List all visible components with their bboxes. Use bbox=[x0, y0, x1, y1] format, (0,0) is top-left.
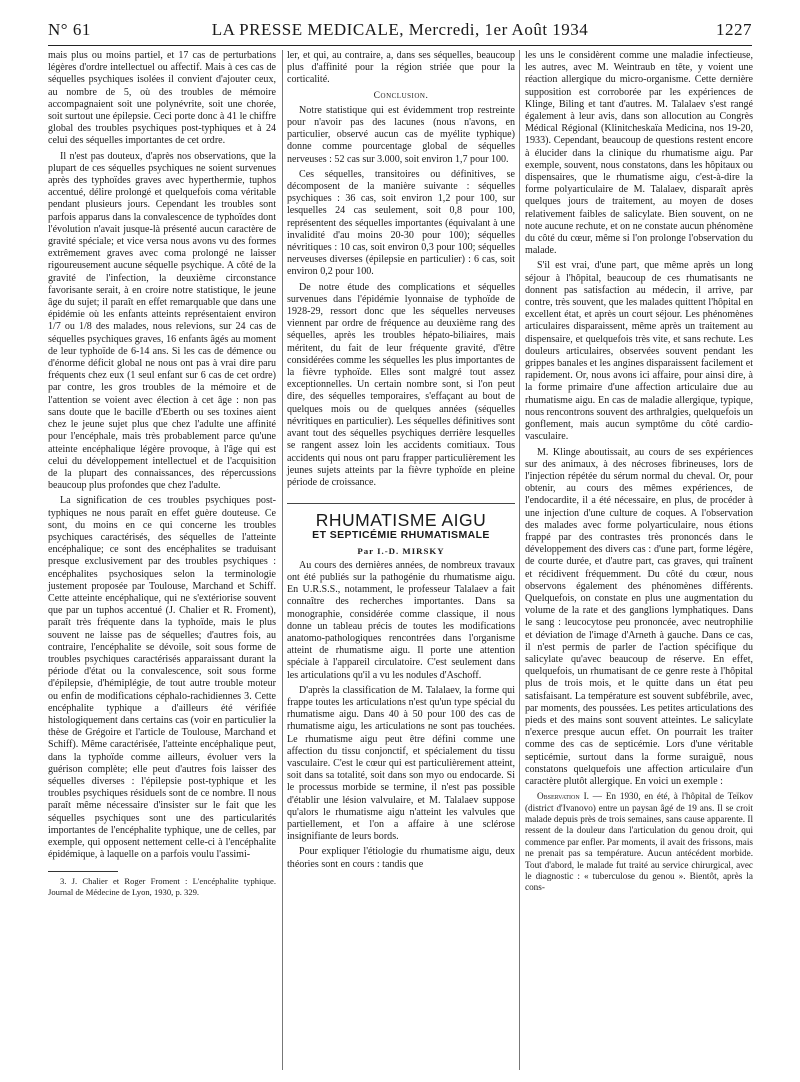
article-title: RHUMATISME AIGU bbox=[315, 510, 487, 531]
column-2 bbox=[287, 50, 515, 874]
paragraph: les uns le considèrent comme une maladie infectieuse, les autres, avec M. Weintraub en tête, y voient une réaction allergique du micro-organisme. Cette dernière supposition est corroborée par les expériences de Klinge, Biling et tant d'autres. M. Talalaev s'est rangé également à leur avis, dans son allocution au Congrès Médical Régional (Klinitcheskaïa Medicina, nos 19-20, 1933). Cependant, beaucoup de questions restent encore à élucider dans la clinique du rhumatisme aigu. Par exemple, souvent, nous constatons, dans les hôpitaux ou dispensaires, que le rhumatisme aigu, c'est-à-dire la forme polyarticulaire de M. Talalaev, disparaît après quelques jours de traitement, au moyen de doses relativement faibles de salicylate. Bien souvent, on ne note aucune rechute, et on ne constate aucun phénomène du côté du cœur, même si l'on prolonge l'observation du malade. bbox=[525, 50, 753, 257]
paragraph: De notre étude des complications et séquelles survenues dans l'épidémie lyonnaise de typhoïde de 1928-29, ressort donc que les séquelles nerveuses viennent par ordre de fréquence au deuxième rang des séquelles, après les troubles hépato-biliaires, mais méritent, du fait de leur fréquente gravité, d'être considérées comme les séquelles les plus importantes de la fièvre typhoïde. Elles sont malgré tout assez exceptionnelles. Un certain nombre sont, si l'on peut dire, des séquelles temporaires, s'effaçant au bout de quelques mois ou de quelques années (séquelles névritiques en particulier). Les séquelles définitives sont avant tout des séquelles psychiques derrière lesquelles se rangent assez loin les accidents comitiaux. Tous accidents qui nous ont paru frapper particulièrement les jeunes sujets atteints par la fièvre typhoïde en pleine période de croissance. bbox=[287, 281, 515, 488]
paragraph: Au cours des dernières années, de nombreux travaux ont été publiés sur la pathogénie du rhumatisme aigu. En U.R.S.S., notamment, le professeur Talalaev a fait connaître des recherches importantes. Dans sa monographie, considérée comme classique, il nous donne un tableau précis de toutes les modifications anatomo-pathologiques rencontrées dans l'organisme atteint de rhumatisme aigu. Il porte une attention spéciale à l'appareil circulatoire. C'est seulement dans les articulations qu'il a vu les nodules d'Aschoff. bbox=[287, 559, 515, 681]
paragraph: Ces séquelles, transitoires ou définitives, se décomposent de la manière suivante : séquelles psychiques : 36 cas, soit environ 1,2 pour 100, sur lesquelles 24 cas seulement, soit 0,8 pour 100, représentent des séquelles importantes (équivalant à une invalidité d'au moins 20-30 pour 100); séquelles névritiques : 10 cas, soit environ 0,3 pour 100; séquelles nerveuses diverses (épilepsie en particulier) : 6 cas, soit environ 0,2 pour 100. bbox=[287, 168, 515, 278]
observation-paragraph bbox=[525, 791, 753, 894]
column-divider bbox=[282, 50, 283, 1070]
footnote-rule bbox=[48, 871, 118, 872]
observation-text: — En 1930, en été, à l'hôpital de Teïkov (district d'Ivanovo) entre un paysan âgé de 19 ans. Il se croit malade depuis près de trois semaines, sans cause apparente. Il ressent de la douleur dans l'articulation du genou droit, qui commence par enfler. Par moments, il avait des frissons, mais ne prenait pas sa température. Aucun antécédent morbide. Tout d'abord, le malade fut traité au service chirurgical, avec le diagnostic : « tuberculose du genou ». Bientôt, après la cons- bbox=[525, 791, 754, 893]
paragraph: S'il est vrai, d'une part, que même après un long séjour à l'hôpital, beaucoup de ces rhumatisants ne donnent pas satisfaction au médecin, il arrive, par contre, très souvent, que les malades quittent l'hôpital en excellent état, et après un court séjour. Les phénomènes articulaires disparaissent, même après un traitement au dispensaire, et quelquefois très vite, et sans rechute. Les douleurs articulaires, observées souvent pendant les grippes banales et les angines disparaissent facilement et rapidement. Or, nous avons ici affaire, pour ainsi dire, à la forme primaire d'une affection articulaire due au rhumatisme aigu. En cas de maladie allergique, typique, nous rencontrons souvent des arthralgies, quelquefois un gonflement, mais aucun symptôme du côté cardio-vasculaire. bbox=[525, 260, 753, 443]
paragraph: D'après la classification de M. Talalaev, la forme qui frappe toutes les articulations n'est qu'un type spécial du rhumatisme aigu. Dans 40 à 50 pour 100 des cas de rhumatisme aigu, les articulations ne sont pas touchées. Le rhumatisme aigu peut être défini comme une affection du tissu conjonctif, et spécialement du tissu vasculaire. C'est le cœur qui est particulièrement atteint, soit dans sa totalité, soit dans son myo ou endocarde. Si le processus morbide se termine, il n'est pas possible d'établir une lésion valvulaire, et M. Talalaev suppose qu'alors le rhumatisme aigu n'atteint les valvules que partiellement, et l'on a affaire à une sclérose insignifiante de leurs bords. bbox=[287, 684, 515, 843]
column-divider bbox=[519, 50, 520, 1070]
paragraph: La signification de ces troubles psychiques post-typhiques ne nous paraît en effet guère douteuse. Ce sont, du moins en ce qui concerne les troubles psychiques caractérisés, des séquelles de l'atteinte encéphalique; ce sont des encéphalites se traduisant presque exclusivement par des troubles psychiques : encéphalites psychosiques selon la terminologie justement proposée par Toulouse, Marchand et Schiff. Cette atteinte encéphalique, qui ne s'extériorise souvent que par un tuphos accentué (J. Chalier et R. Froment), paraît très fréquente dans la typhoïde, mais le plus souvent ne laisse pas de séquelles; d'autres fois, au contraire, l'encéphalite se dévoile, soit sous forme de troubles psychiques caractérisés apparaissant durant la période d'état ou la convalescence, soit sous forme d'épilepsie, d'hémiplégie, de tout autre trouble moteur ou enfin de modifications céphalo-rachidiennes 3. Cette encéphalite typhique a d'ailleurs été vérifiée histologiquement dans certains cas (voir en particulier la thèse de Grégoire et l'article de Toulouse, Marchand et Schiff). Même caractérisée, l'atteinte encéphalique peut, dans la typhoïde comme ailleurs, évoluer vers la guérison complète; elle peut d'autres fois laisser des séquelles diverses : l'épilepsie post-typhique et les troubles psychiques résiduels sont de ce nombre. Il nous paraît même nécessaire d'insister sur le fait que les séquelles psychiques sont une des particularités importantes de l'encéphalite typhique, une de celles, par exemple, qui opposent nettement celle-ci à l'encéphalite épidémique, à laquelle on a parfois voulu l'assimi- bbox=[48, 495, 276, 861]
column-3 bbox=[525, 50, 753, 897]
footnote: 3. J. Chalier et Roger Froment : L'encéphalite typhique. Journal de Médecine de Lyon, 1930, p. 329. bbox=[48, 876, 276, 898]
header-rule bbox=[48, 45, 752, 46]
paragraph: mais plus ou moins partiel, et 17 cas de perturbations légères d'ordre intellectuel ou affectif. Mais à ces cas de séquelles psychiques isolées il convient d'ajouter ceux, au nombre de 5, où des troubles de mémoire accompagnaient soit une polynévrite, soit une chorée, soit surtout une épilepsie. Ceci porte donc à 41 le chiffre global des troubles psychiques post-typhiques et à 24 celui des séquelles importantes de cet ordre. bbox=[48, 50, 276, 147]
page-header bbox=[48, 20, 752, 42]
article-author: Par I.-D. MIRSKY bbox=[357, 545, 445, 556]
article-separator bbox=[287, 503, 515, 504]
page-number: 1227 bbox=[716, 20, 752, 39]
paragraph: Il n'est pas douteux, d'après nos observations, que la plupart de ces séquelles psychiques ne soient survenues après des typhoïdes graves avec hyperthermie, tuphos accentué, délire prolongé et quelquefois coma véritable pendant plusieurs jours. Cependant les troubles sont parfois apparus dans la convalescence de typhoïdes dont l'évolution n'avait jusque-là présenté aucun caractère de gravité spéciale; et vice versa nous avons vu des formes extrêmement graves avec coma prolongé ne laisser rigoureusement aucune séquelle psychique. A côté de la gravité de l'infection, la deuxième circonstance favorisante serait, à en croire notre statistique, le jeune âge du sujet; il paraît en effet remarquable que dans une épidémie où les enfants atteints représentaient environ 1/7 ou 1/8 des malades, nous relevions, sur 24 cas de séquelles psychiques graves, 16 enfants âgés au moment de leur typhoïde de 6-14 ans. Si les cas de démence ou d'énorme déficit global ne nous ont pas à vrai dire paru fréquents chez eux (1 seul enfant sur 6 cas de cet ordre) par contre, les gros troubles de la mémoire et de l'attention se voient avec élection à cet âge : non pas sans doute que le bacille d'Eberth ou ses toxines aient chez le jeune sujet plus que chez l'adulte une affinité pour l'encéphale, mais très probablement parce qu'une atteinte encéphalique légère provoque, à l'âge qui est celui du développement intellectuel et de l'acquisition de la plupart des connaissances, des répercussions beaucoup plus profondes que chez l'adulte. bbox=[48, 150, 276, 492]
journal-title: LA PRESSE MEDICALE, Mercredi, 1er Août 1934 bbox=[211, 20, 589, 39]
paragraph: Pour expliquer l'étiologie du rhumatisme aigu, deux théories sont en cours : tandis que bbox=[287, 846, 515, 870]
column-1 bbox=[48, 50, 276, 901]
paragraph: Notre statistique qui est évidemment trop restreinte pour n'avoir pas des lacunes (nous n'avons, en particulier, observé aucun cas de myélite typhique) donne comme pourcentage global de séquelles nerveuses : 52 cas sur 3.000, soit environ 1,7 pour 100. bbox=[287, 104, 515, 165]
paragraph: ler, et qui, au contraire, a, dans ses séquelles, beaucoup plus d'affinité pour la région striée que pour la corticalité. bbox=[287, 50, 515, 86]
article-subtitle: ET SEPTICÉMIE RHUMATISMALE bbox=[312, 529, 490, 542]
paragraph: M. Klinge aboutissait, au cours de ses expériences sur des animaux, à des nécroses fibrineuses, lors de l'injection répétée du sérum normal du cheval. Or, pour obtenir, au cours des mêmes expériences, de l'endocardite, il a été nécessaire, en plus, de procéder à une injection d'une culture de coques. A l'observation des malades avec forme polyarticulaire, nous étions frappé par des contrastes très prononcés dans le développement des divers cas : d'une part, forme légère, de courte durée, et d'autre part, cas graves, qui traînent et récidivent fréquemment. Du côté du cœur, nous observons également des phénomènes différents. Quelquefois, on constate en plus une augmentation du volume de la rate et des ganglions lymphatiques. Dans le sang : leucocytose peu prononcée, avec neutrophilie et déviation de l'image d'Arneth à gauche. Dans ce cas, il n'est permis de parler de l'action spécifique du salicylate qu'avec beaucoup de réserve. En effet, quelquefois, un rhumatisant de ce genre reste à l'hôpital plus de trois mois, et le quitte dans un état peu satisfaisant. La température est souvent subfébrile, avec, par moments, des poussées. Les petites articulations des pieds et des mains sont souvent atteintes. Le salicylate n'exerce presque aucun effet. On pourrait les traiter comme des cas de septicémie. Lors d'une véritable septicémie, surtout dans la forme suraiguë, nous constatons quelquefois une affection articulaire d'un caractère plutôt allergique. En voici un exemple : bbox=[525, 446, 753, 787]
section-heading: Conclusion. bbox=[373, 90, 429, 101]
issue-number: N° 61 bbox=[48, 20, 91, 39]
observation-label: Observation I. bbox=[537, 791, 589, 802]
